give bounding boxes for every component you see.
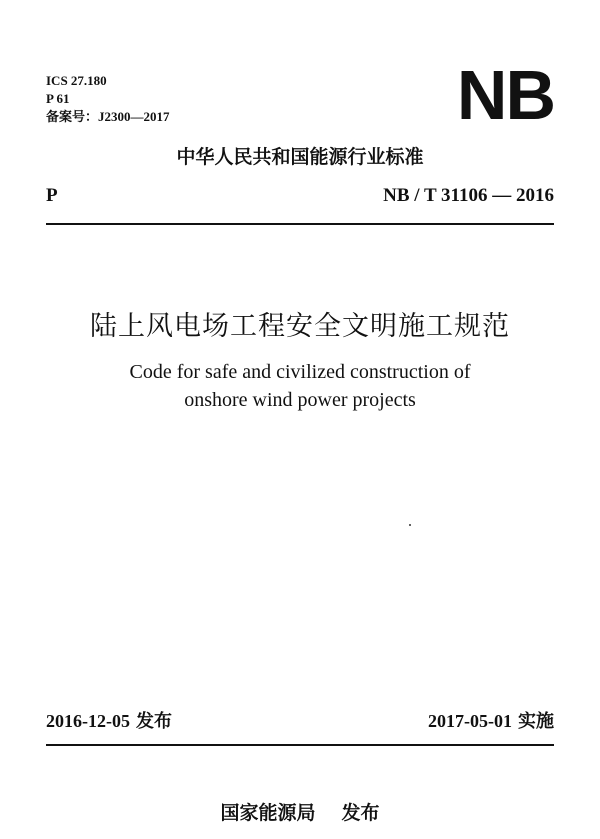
category-letter: P [46, 185, 58, 206]
implement-label: 实施 [518, 711, 554, 732]
top-divider [46, 223, 554, 225]
bottom-divider [46, 744, 554, 746]
english-title-line-2: onshore wind power projects [184, 389, 416, 411]
filing-number: J2300—2017 [98, 109, 170, 124]
english-title-line-1: Code for safe and civilized construction of [129, 361, 471, 383]
implement-date: 2017-05-01 [428, 711, 512, 731]
ics-code: ICS 27.180 [46, 73, 107, 88]
nb-logo: NB [456, 56, 554, 134]
issuer-organization: 国家能源局 [220, 802, 316, 824]
document-title-english [0, 358, 600, 414]
standard-code-row [46, 184, 554, 208]
print-speck [409, 524, 411, 526]
issuer-action: 发布 [341, 802, 380, 824]
issue-label: 发布 [136, 711, 172, 732]
filing-label: 备案号： [46, 109, 99, 124]
class-code: P 61 [46, 91, 70, 106]
document-title-chinese: 陆上风电场工程安全文明施工规范 [90, 311, 510, 342]
standard-number: NB / T 31106 — 2016 [383, 185, 554, 206]
classification-block [46, 72, 170, 126]
implement-date-group [428, 708, 554, 735]
issue-date-group [46, 708, 172, 735]
filing-number-line [46, 108, 170, 126]
issue-date: 2016-12-05 [46, 711, 130, 731]
standard-type-title: 中华人民共和国能源行业标准 [176, 146, 424, 168]
issuer-line [0, 800, 600, 826]
dates-row [46, 708, 554, 734]
